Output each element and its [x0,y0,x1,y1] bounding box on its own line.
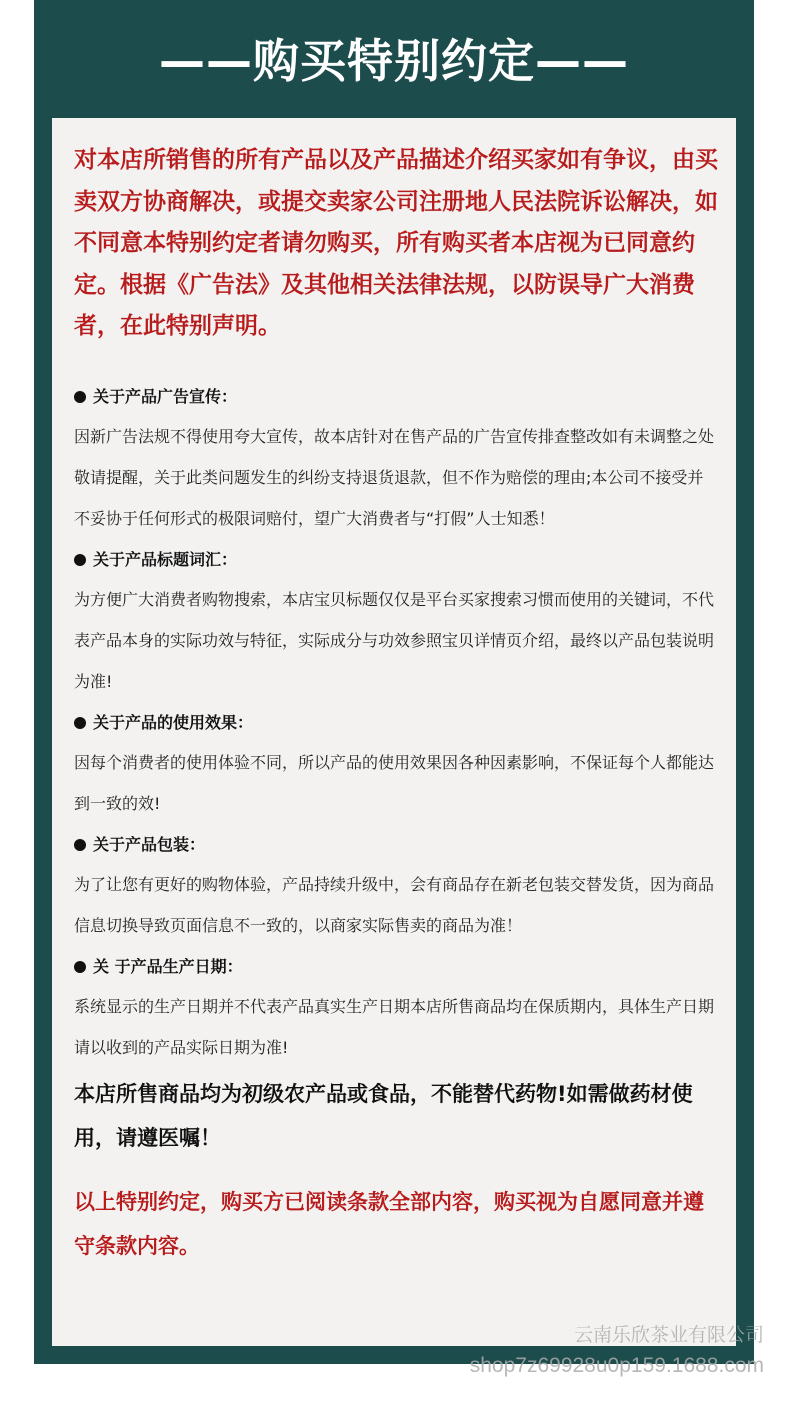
section-production-date [74,948,736,1068]
page-title: ——购买特别约定—— [159,34,629,88]
section-heading-text: 关 于产品生产日期： [93,956,243,976]
intro-statement: 对本店所销售的所有产品以及产品描述介绍买家如有争议，由买卖双方协商解决，或提交卖家公司注册地人民法院诉讼解决，如不同意本特别约定者请勿购买，所有购买者本店视为已同意约定。根据《广告法》及其他相关法律法规，以防误导广大消费者，在此特别声明。 [74,147,718,339]
closing-statement: 以上特别约定，购买方已阅读条款全部内容，购买视为自愿同意并遵守条款内容。 [74,1189,704,1258]
watermark-url: shop7z69928u0p159.1688.com [469,1354,764,1377]
watermark-company: 云南乐欣茶业有限公司 [573,1325,764,1346]
section-heading-text: 关于产品标题词汇： [93,549,238,569]
section-heading-text: 关于产品广告宣传： [93,386,238,406]
bullet-dot-icon [74,391,86,403]
section-heading [74,378,736,416]
section-title-keywords [74,541,736,702]
section-body: 因每个消费者的使用体验不同，所以产品的使用效果因各种因素影响，不保证每个人都能达到一致的效! [74,752,715,813]
notice-frame [34,0,754,1364]
section-heading-text: 关于产品包装： [93,834,206,854]
section-heading [74,704,736,742]
terms-panel [52,118,736,1346]
section-body: 系统显示的生产日期并不代表产品真实生产日期本店所售商品均在保质期内，具体生产日期请以收到的产品实际日期为准! [74,996,715,1057]
section-body: 为了让您有更好的购物体验，产品持续升级中，会有商品存在新老包装交替发货，因为商品信息切换导致页面信息不一致的，以商家实际售卖的商品为准！ [74,874,715,935]
section-body: 因新广告法规不得使用夸大宣传，故本店针对在售产品的广告宣传排查整改如有未调整之处敬请提醒，关于此类问题发生的纠纷支持退货退款，但不作为赔偿的理由;本公司不接受并不妥协于任何形式的极限词赔付，望广大消费者与“打假”人士知悉！ [74,426,715,528]
bullet-dot-icon [74,554,86,566]
section-heading-text: 关于产品的使用效果： [93,712,254,732]
bullet-dot-icon [74,839,86,851]
bullet-dot-icon [74,717,86,729]
section-heading [74,541,736,579]
section-heading [74,948,736,986]
section-usage-effect [74,704,736,824]
section-advertising [74,378,736,539]
section-heading [74,826,736,864]
bullet-dot-icon [74,961,86,973]
medicine-notice: 本店所售商品均为初级农产品或食品，不能替代药物!如需做药材使用，请遵医嘱！ [74,1081,693,1150]
section-packaging [74,826,736,946]
section-body: 为方便广大消费者购物搜索，本店宝贝标题仅仅是平台买家搜索习惯而使用的关键词，不代表产品本身的实际功效与特征，实际成分与功效参照宝贝详情页介绍，最终以产品包装说明为准! [74,589,715,691]
